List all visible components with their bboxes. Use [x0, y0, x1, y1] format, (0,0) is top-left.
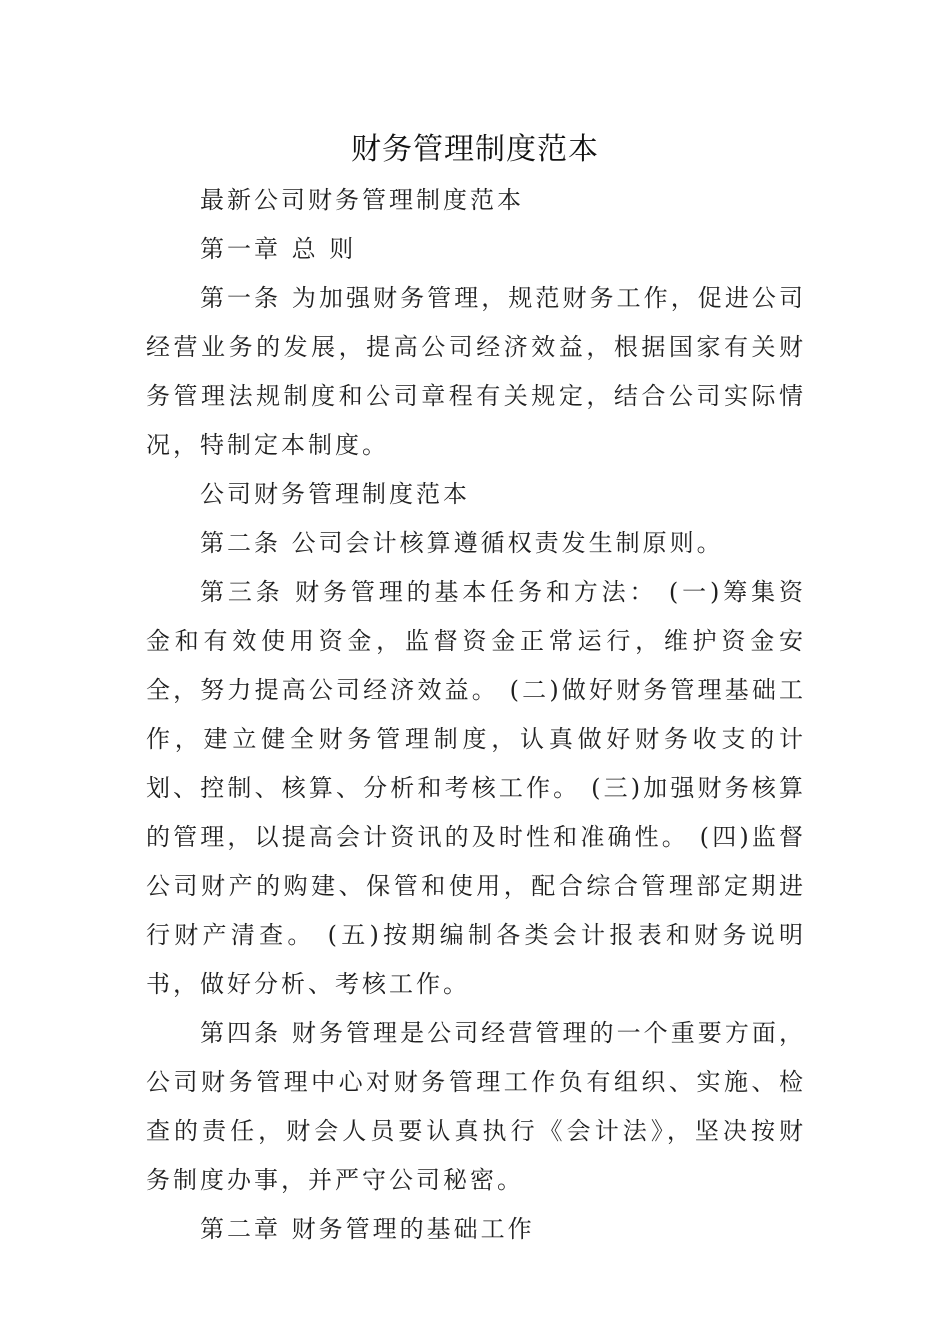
chapter-2-heading: 第二章 财务管理的基础工作: [200, 1215, 535, 1243]
document-title: 财务管理制度范本: [351, 132, 599, 167]
article-3-paragraph: 第三条 财务管理的基本任务和方法： (一)筹集资金和有效使用资金，监督资金正常运行，维护资金安全，努力提高公司经济效益。 (二)做好财务管理基础工作，建立健全财务管理制度，认真做好财务收支的计划、控制、核算、分析和考核工作。 (三)加强财务核算的管理，以提高会计资讯的及时性和准确性。 (四)监督公司财产的购建、保管和使用，配合综合管理部定期进行财产清查。 (五)按期编制各类会计报表和财务说明书，做好分析、考核工作。: [146, 578, 806, 998]
document-body: [146, 176, 806, 1254]
section-label-paragraph: 公司财务管理制度范本: [200, 480, 470, 508]
article-1-paragraph: 第一条 为加强财务管理，规范财务工作，促进公司经营业务的发展，提高公司经济效益，根据国家有关财务管理法规制度和公司章程有关规定，结合公司实际情况，特制定本制度。: [146, 284, 806, 459]
subtitle-paragraph: 最新公司财务管理制度范本: [200, 186, 524, 214]
article-4-paragraph: 第四条 财务管理是公司经营管理的一个重要方面，公司财务管理中心对财务管理工作负有组织、实施、检查的责任，财会人员要认真执行《会计法》，坚决按财务制度办事，并严守公司秘密。: [146, 1019, 806, 1194]
article-2-paragraph: 第二条 公司会计核算遵循权责发生制原则。: [200, 529, 724, 557]
chapter-1-heading: 第一章 总 则: [200, 235, 357, 263]
